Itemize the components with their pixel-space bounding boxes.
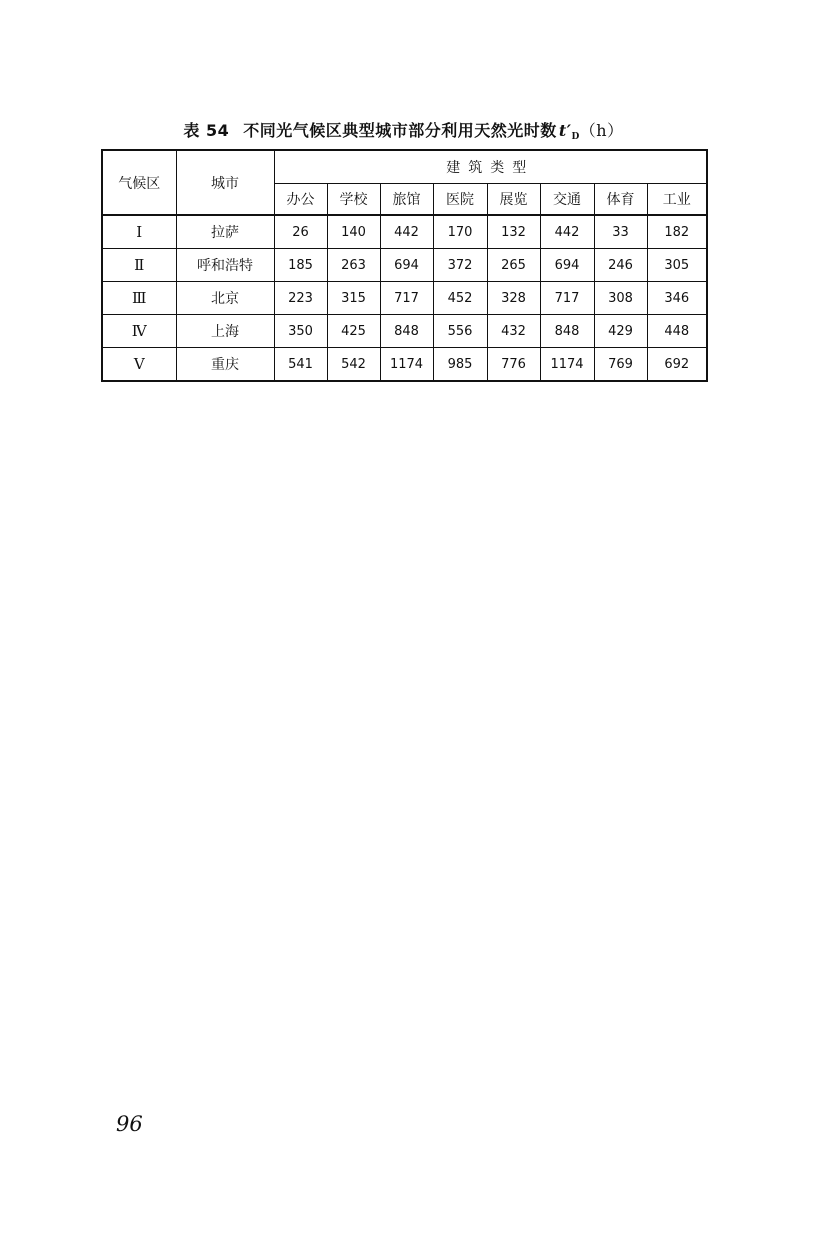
header-building-type: 旅馆 (380, 184, 433, 216)
header-building-type: 展览 (487, 184, 540, 216)
cell-hours: 432 (487, 315, 540, 348)
table-title: 不同光气候区典型城市部分利用天然光时数 (243, 121, 557, 140)
header-building-type: 办公 (274, 184, 327, 216)
cell-hours: 372 (433, 249, 487, 282)
cell-hours: 263 (327, 249, 380, 282)
cell-hours: 346 (647, 282, 707, 315)
table-row (102, 282, 707, 315)
table-caption (100, 118, 707, 142)
cell-hours: 442 (380, 215, 433, 249)
cell-climate-zone: Ⅱ (102, 249, 176, 282)
cell-city: 拉萨 (176, 215, 274, 249)
cell-hours: 33 (594, 215, 647, 249)
cell-hours: 694 (540, 249, 594, 282)
daylight-hours-table (101, 149, 708, 382)
cell-hours: 26 (274, 215, 327, 249)
header-city: 城市 (176, 150, 274, 215)
cell-climate-zone: Ⅰ (102, 215, 176, 249)
cell-hours: 308 (594, 282, 647, 315)
header-building-type: 学校 (327, 184, 380, 216)
cell-hours: 140 (327, 215, 380, 249)
cell-hours: 265 (487, 249, 540, 282)
cell-climate-zone: Ⅳ (102, 315, 176, 348)
header-building-type: 体育 (594, 184, 647, 216)
table-label: 表 54 (183, 121, 230, 140)
cell-hours: 542 (327, 348, 380, 382)
cell-hours: 692 (647, 348, 707, 382)
cell-hours: 769 (594, 348, 647, 382)
cell-hours: 185 (274, 249, 327, 282)
table-row (102, 348, 707, 382)
cell-hours: 448 (647, 315, 707, 348)
cell-hours: 350 (274, 315, 327, 348)
header-building-type-group: 建筑类型 (274, 150, 707, 184)
table-row (102, 215, 707, 249)
cell-hours: 541 (274, 348, 327, 382)
table-row (102, 249, 707, 282)
cell-city: 北京 (176, 282, 274, 315)
page-number: 96 (116, 1112, 143, 1136)
cell-hours: 246 (594, 249, 647, 282)
header-building-type: 交通 (540, 184, 594, 216)
cell-hours: 223 (274, 282, 327, 315)
caption-variable-subscript: D (571, 132, 580, 142)
cell-climate-zone: Ⅴ (102, 348, 176, 382)
cell-hours: 132 (487, 215, 540, 249)
cell-hours: 429 (594, 315, 647, 348)
cell-hours: 694 (380, 249, 433, 282)
cell-hours: 717 (540, 282, 594, 315)
cell-hours: 717 (380, 282, 433, 315)
cell-hours: 170 (433, 215, 487, 249)
cell-hours: 556 (433, 315, 487, 348)
cell-hours: 1174 (540, 348, 594, 382)
header-building-type: 医院 (433, 184, 487, 216)
cell-hours: 315 (327, 282, 380, 315)
header-climate-zone: 气候区 (102, 150, 176, 215)
cell-hours: 182 (647, 215, 707, 249)
cell-hours: 848 (380, 315, 433, 348)
caption-variable: t′ (558, 121, 572, 140)
table-row (102, 315, 707, 348)
cell-hours: 305 (647, 249, 707, 282)
cell-city: 上海 (176, 315, 274, 348)
cell-city: 呼和浩特 (176, 249, 274, 282)
cell-hours: 452 (433, 282, 487, 315)
cell-hours: 328 (487, 282, 540, 315)
cell-climate-zone: Ⅲ (102, 282, 176, 315)
cell-hours: 1174 (380, 348, 433, 382)
cell-city: 重庆 (176, 348, 274, 382)
cell-hours: 442 (540, 215, 594, 249)
cell-hours: 985 (433, 348, 487, 382)
header-building-type: 工业 (647, 184, 707, 216)
cell-hours: 776 (487, 348, 540, 382)
caption-unit: （h） (579, 121, 624, 140)
cell-hours: 848 (540, 315, 594, 348)
cell-hours: 425 (327, 315, 380, 348)
